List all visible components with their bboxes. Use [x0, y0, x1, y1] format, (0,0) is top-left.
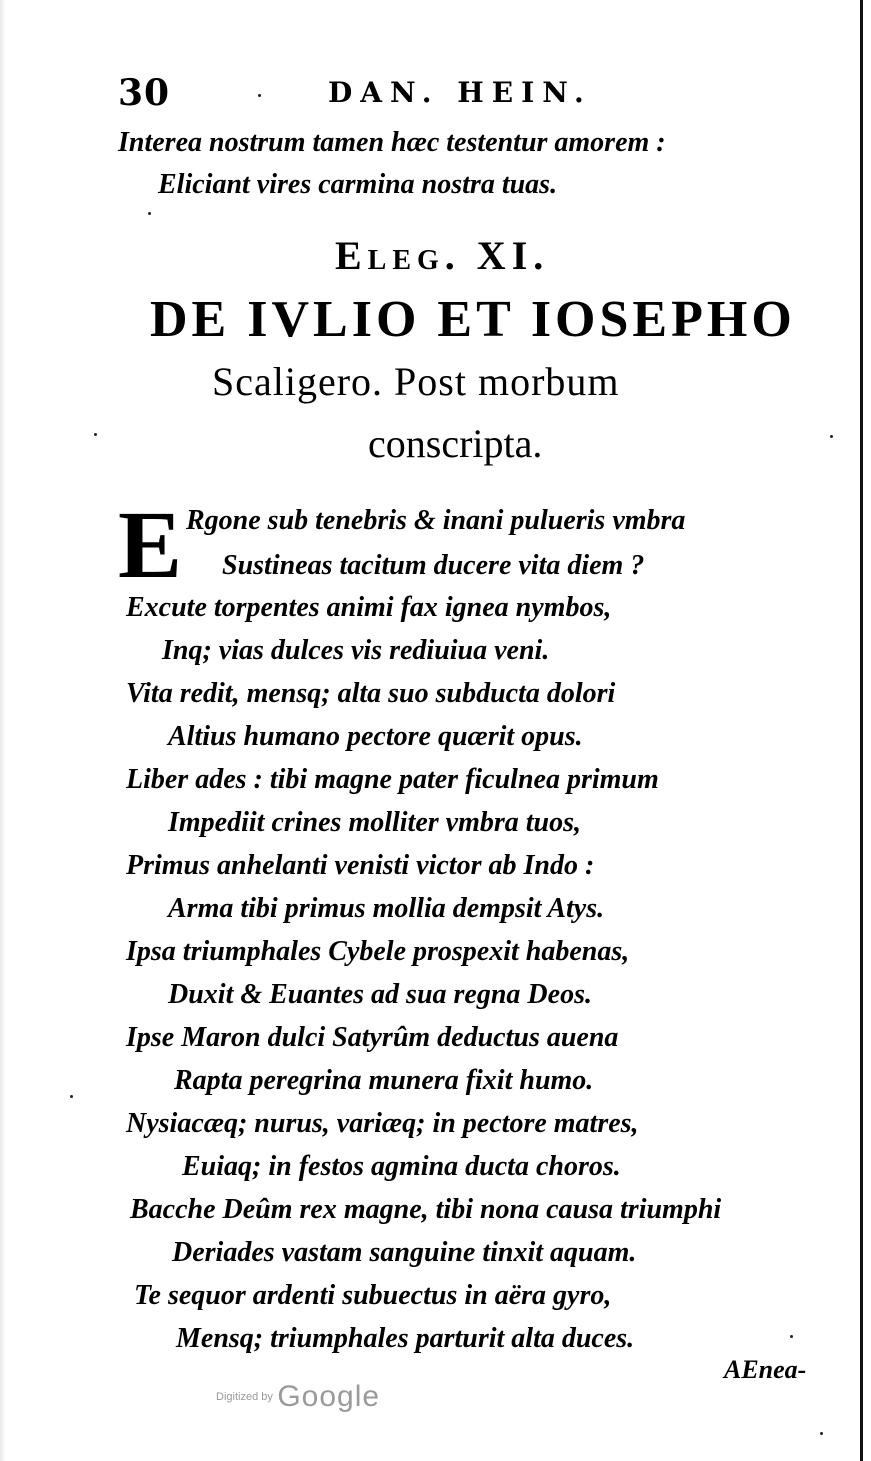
- poem-line-20: Mensq; triumphales parturit alta duces.: [176, 1323, 635, 1354]
- poem-line-3: Excute torpentes animi fax ignea nymbos,: [126, 592, 612, 623]
- poem-line-8: Impediit crines molliter vmbra tuos,: [168, 807, 582, 838]
- poem-line-11: Ipsa triumphales Cybele prospexit habenas,: [126, 936, 630, 967]
- ink-speck: [70, 1095, 73, 1098]
- ink-speck: [790, 1335, 793, 1338]
- digitized-by-label: Digitized by: [216, 1391, 273, 1403]
- poem-line-17: Bacche Deûm rex magne, tibi nona causa triumphi: [130, 1194, 722, 1225]
- ink-speck: [148, 212, 151, 215]
- poem-line-5: Vita redit, mensq; alta suo subducta dolori: [126, 678, 616, 709]
- previous-poem-line-1: Interea nostrum tamen hæc testentur amorem :: [118, 127, 666, 158]
- poem-line-9: Primus anhelanti venisti victor ab Indo :: [126, 850, 595, 881]
- running-head: DAN. HEIN.: [328, 76, 592, 109]
- ink-speck: [258, 94, 261, 97]
- drop-cap-initial: E: [118, 491, 183, 598]
- poem-subtitle: Scaligero. Post morbum: [212, 359, 620, 404]
- poem-line-15: Nysiacæq; nurus, variæq; in pectore matres,: [126, 1108, 639, 1139]
- poem-line-14: Rapta peregrina munera fixit humo.: [174, 1065, 594, 1096]
- poem-line-12: Duxit & Euantes ad sua regna Deos.: [168, 979, 592, 1010]
- elegy-number: Eleg. XI.: [335, 233, 550, 278]
- poem-subtitle-end: conscripta.: [368, 421, 543, 466]
- poem-line-13: Ipse Maron dulci Satyrûm deductus auena: [126, 1022, 619, 1053]
- page-header: [118, 72, 758, 122]
- poem-title: DE IVLIO ET IOSEPHO: [150, 291, 796, 348]
- google-logo: Google: [277, 1380, 381, 1413]
- poem-line-19: Te sequor ardenti subuectus in aëra gyro,: [134, 1280, 612, 1311]
- digitization-watermark: [216, 1380, 380, 1414]
- poem-line-6: Altius humano pectore quærit opus.: [168, 721, 583, 752]
- previous-poem-line-2: Eliciant vires carmina nostra tuas.: [158, 169, 558, 200]
- poem-line-16: Euiaq; in festos agmina ducta choros.: [182, 1151, 621, 1182]
- poem-line-7: Liber ades : tibi magne pater ficulnea primum: [126, 764, 659, 795]
- ink-speck: [820, 1432, 823, 1435]
- ink-speck: [830, 435, 833, 438]
- ink-speck: [94, 433, 97, 436]
- page-edge-line: [860, 0, 863, 1461]
- poem-line-1: Rgone sub tenebris & inani pulueris vmbra: [186, 505, 686, 536]
- page-gutter-shadow: [0, 0, 6, 1461]
- poem-line-2: Sustineas tacitum ducere vita diem ?: [222, 550, 645, 581]
- poem-line-18: Deriades vastam sanguine tinxit aquam.: [172, 1237, 637, 1268]
- poem-line-10: Arma tibi primus mollia dempsit Atys.: [168, 893, 605, 924]
- page-number: 30: [118, 72, 171, 114]
- poem-line-4: Inq; vias dulces vis rediuiua veni.: [162, 635, 550, 666]
- catchword: AEnea-: [724, 1355, 807, 1384]
